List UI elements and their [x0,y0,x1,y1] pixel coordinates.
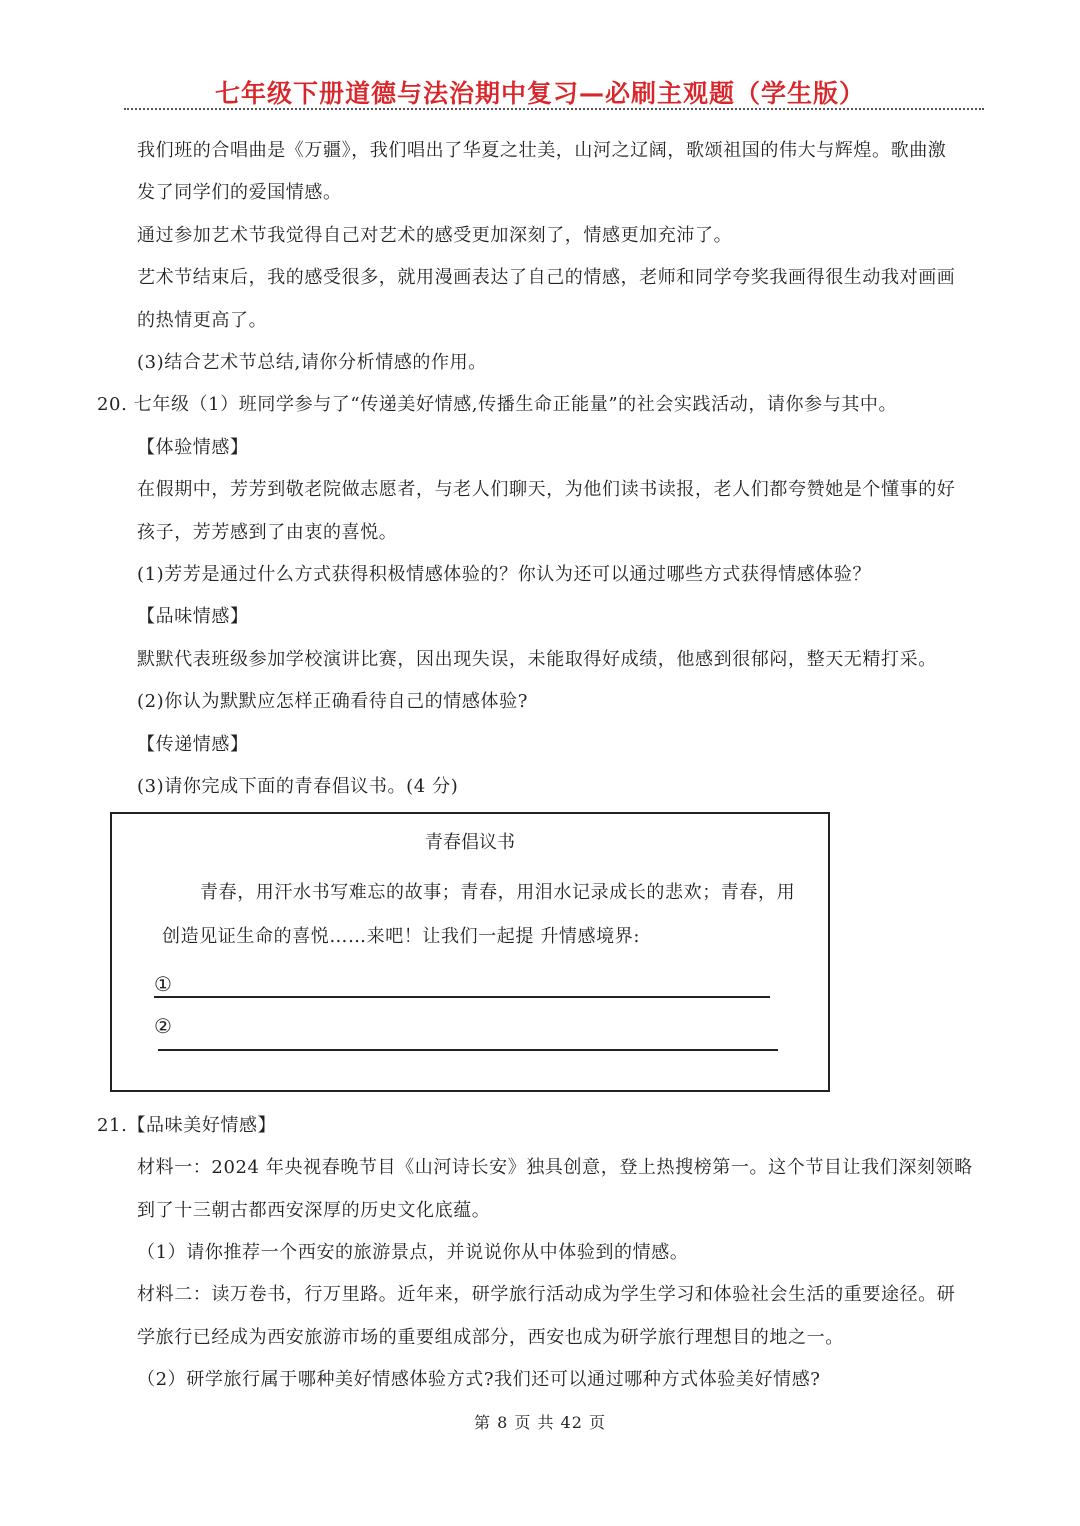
question-21-1: （1）请你推荐一个西安的旅游景点，并说说你从中体验到的情感。 [137,1242,689,1263]
circled-number-2: ② [154,1014,172,1038]
paragraph-line: 在假期中，芳芳到敬老院做志愿者，与老人们聊天，为他们读书读报，老人们都夸赞她是个懂事的好 [137,479,956,500]
question-20-2: (2)你认为默默应怎样正确看待自己的情感体验? [137,691,528,712]
paragraph-line: 艺术节结束后，我的感受很多，就用漫画表达了自己的情感，老师和同学夸奖我画得很生动我对画画 [137,267,956,288]
material-2-line: 学旅行已经成为西安旅游市场的重要组成部分，西安也成为研学旅行理想目的地之一。 [137,1327,844,1348]
title-divider [124,108,984,110]
question-21: 21.【品味美好情感】 [97,1115,277,1136]
question-20-3: (3)请你完成下面的青春倡议书。(4 分) [137,776,459,797]
section-heading-convey: 【传递情感】 [137,734,249,755]
question-20-1: (1)芳芳是通过什么方式获得积极情感体验的？你认为还可以通过哪些方式获得情感体验？ [137,564,872,585]
paragraph-line: 我们班的合唱曲是《万疆》，我们唱出了华夏之壮美，山河之辽阔，歌颂祖国的伟大与辉煌。歌曲激 [137,140,947,161]
paragraph-line: 默默代表班级参加学校演讲比赛，因出现失误，未能取得好成绩，他感到很郁闷，整天无精打采。 [137,649,937,670]
proposal-box [110,812,830,1092]
paragraph-line: 的热情更高了。 [137,310,268,331]
proposal-text-line: 创造见证生命的喜悦……来吧！让我们一起提 升情感境界: [162,926,640,947]
question-20: 20. 七年级（1）班同学参与了“传递美好情感,传播生命正能量”的社会实践活动，请你参与其中。 [97,394,898,415]
paragraph-line: 通过参加艺术节我觉得自己对艺术的感受更加深刻了，情感更加充沛了。 [137,225,733,246]
circled-number-1: ① [154,972,172,996]
paragraph-line: 发了同学们的爱国情感。 [137,182,342,203]
section-heading-savor: 【品味情感】 [137,606,249,627]
answer-blank-1[interactable] [154,996,770,998]
page-number: 第 8 页 共 42 页 [474,1413,606,1432]
material-2-line: 材料二：读万卷书，行万里路。近年来，研学旅行活动成为学生学习和体验社会生活的重要途径。研 [137,1284,956,1305]
section-heading-experience: 【体验情感】 [137,437,249,458]
answer-blank-2[interactable] [158,1049,778,1051]
material-1-line: 材料一：2024 年央视春晚节目《山河诗长安》独具创意，登上热搜榜第一。这个节目让我们深刻领略 [137,1157,973,1178]
proposal-title: 青春倡议书 [425,832,515,853]
question-21-2: （2）研学旅行属于哪种美好情感体验方式?我们还可以通过哪种方式体验美好情感? [137,1369,821,1390]
page-title: 七年级下册道德与法治期中复习—必刷主观题（学生版） [214,79,865,108]
paragraph-line: 孩子，芳芳感到了由衷的喜悦。 [137,522,398,543]
material-1-line: 到了十三朝古都西安深厚的历史文化底蕴。 [137,1200,491,1221]
proposal-text-line: 青春，用汗水书写难忘的故事；青春，用泪水记录成长的悲欢；青春，用 [200,882,796,903]
question-19-3: (3)结合艺术节总结,请你分析情感的作用。 [137,352,487,373]
